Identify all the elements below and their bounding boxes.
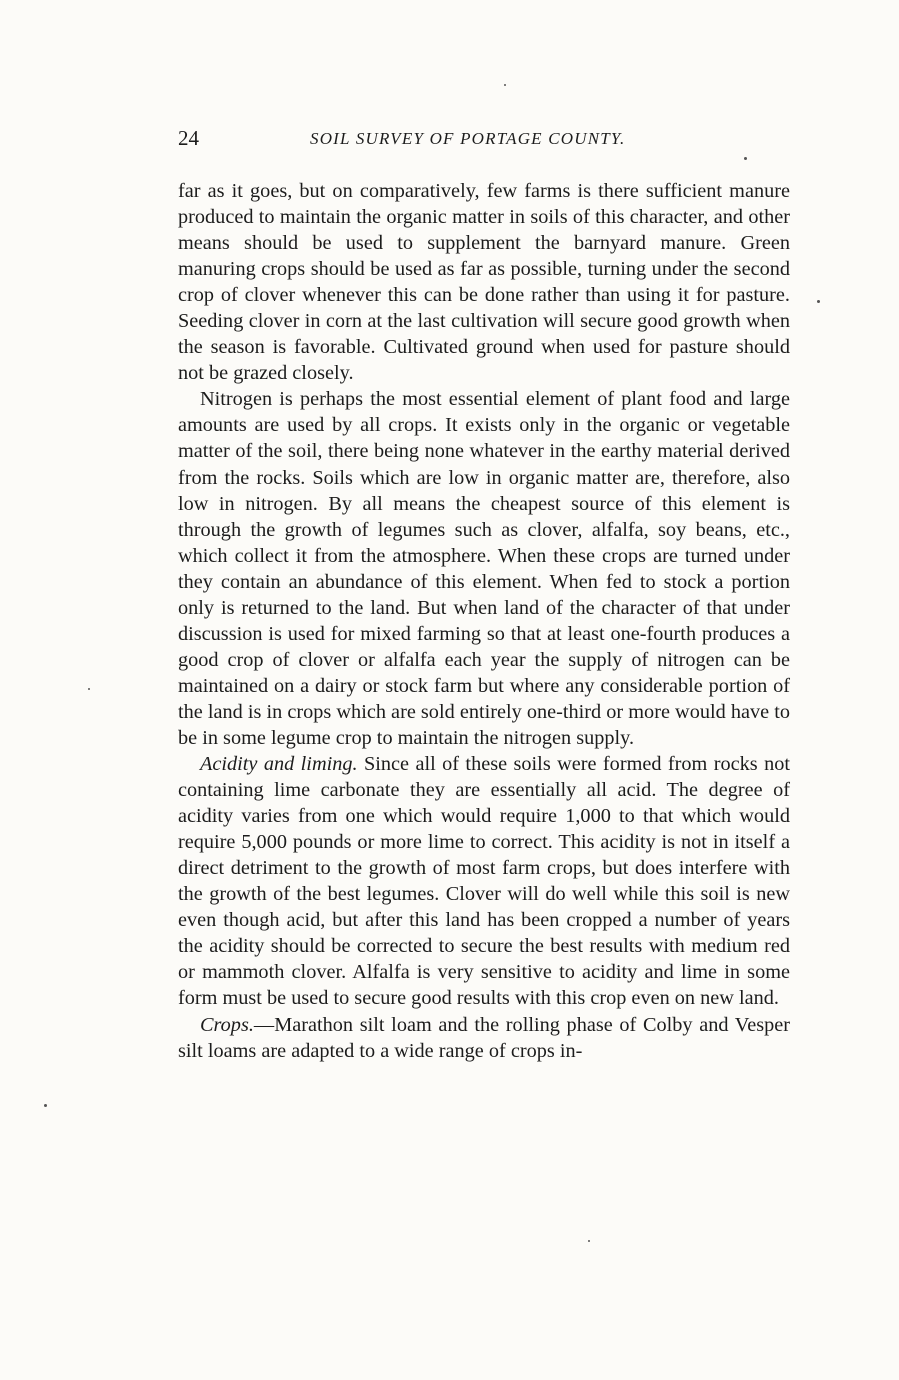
paragraph-nitrogen: [178, 386, 790, 751]
scan-speck: [588, 1240, 590, 1242]
scan-speck: [44, 1104, 47, 1107]
paragraph-text: —Marathon silt loam and the rolling phase of Colby and Vesper silt loams are adapted to a wide range of crops in-: [178, 1013, 790, 1062]
running-head: SOIL SURVEY OF PORTAGE COUNTY.: [310, 129, 626, 148]
paragraph-acidity: [178, 751, 790, 1011]
scan-speck: [504, 84, 506, 86]
paragraph-crops: [178, 1012, 790, 1064]
page-header: [178, 126, 788, 156]
paragraph-text: Since all of these soils were formed from rocks not containing lime carbonate they are essentially all acid. The degree of acidity varies from one which would require 1,000 to that which would require 5,000 pounds or more lime to correct. This acidity is not in itself a direct detriment to the growth of most farm crops, but does interfere with the growth of the best legumes. Clover will do well while this soil is new even though acid, but after this land has been cropped a number of years the acidity should be corrected to secure the best results with medium red or mammoth clover. Alfalfa is very sensitive to acidity and lime in some form must be used to secure good results with this crop even on new land.: [178, 753, 790, 1010]
paragraph-text: far as it goes, but on comparatively, few farms is there sufficient manure produced to maintain the organic matter in soils of this character, and other means should be used to supplement the barnyard manure. Green manuring crops should be used as far as possible, turning under the second crop of clover whenever this can be done rather than using it for pasture. Seeding clover in corn at the last cultivation will secure good growth when the season is favorable. Cultivated ground when used for pasture should not be grazed closely.: [178, 180, 790, 385]
body-text: [178, 178, 790, 1064]
scan-speck: [744, 157, 747, 160]
paragraph-text: Nitrogen is perhaps the most essential element of plant food and large amounts are used by all crops. It exists only in the organic or vegetable matter of the soil, there being none whatever in the earthy material derived from the rocks. Soils which are low in organic matter are, therefore, also low in nitrogen. By all means the cheapest source of this element is through the growth of legumes such as clover, alfalfa, soy beans, etc., which collect it from the atmosphere. When these crops are turned under they contain an abundance of this element. When fed to stock a portion only is returned to the land. But when land of the character of that under discussion is used for mixed farming so that at least one-fourth produces a good crop of clover or alfalfa each year the supply of nitrogen can be maintained on a dairy or stock farm but where any considerable portion of the land is in crops which are sold entirely one-third or more would have to be in some legume crop to maintain the nitrogen supply.: [178, 388, 790, 749]
page-number: 24: [178, 126, 199, 150]
section-heading-crops: Crops.: [200, 1013, 254, 1036]
section-heading-acidity: Acidity and liming.: [200, 753, 358, 776]
scan-speck: [817, 300, 820, 303]
paragraph-manure: [178, 178, 790, 386]
scan-speck: [88, 688, 90, 690]
